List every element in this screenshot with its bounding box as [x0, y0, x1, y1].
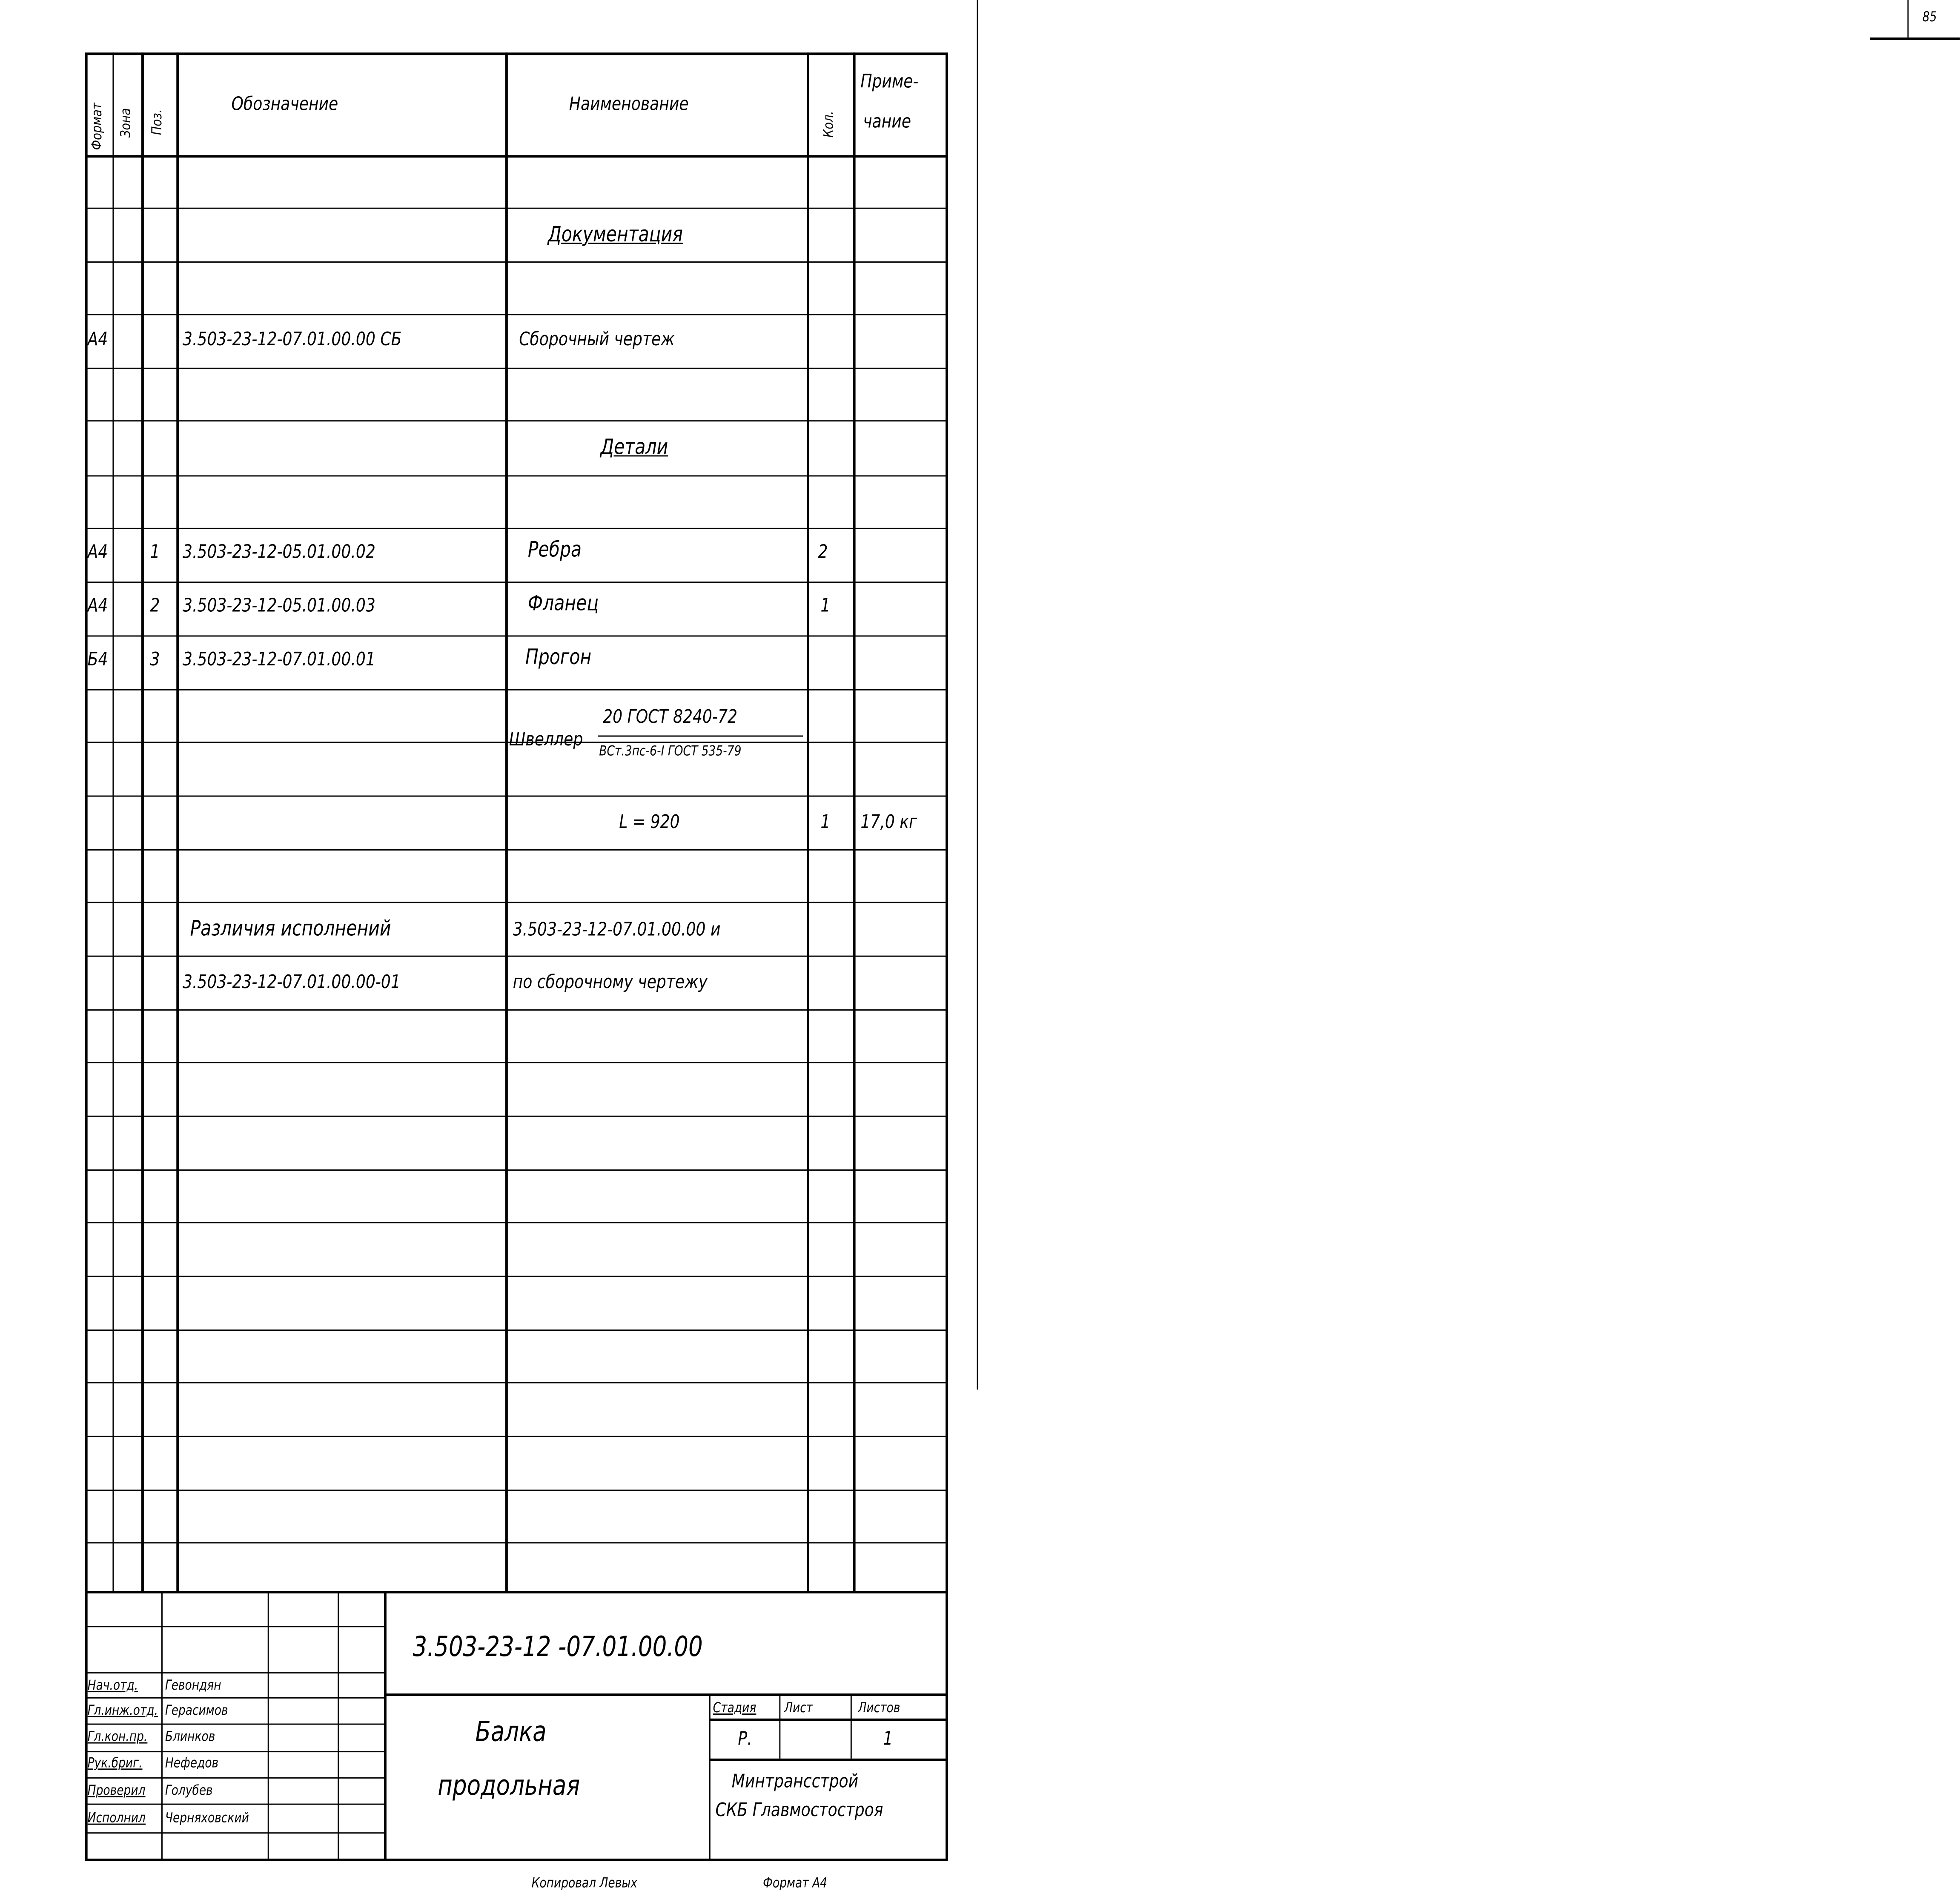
page-fold-line — [977, 0, 978, 1390]
fraction-line — [598, 736, 803, 737]
sig-role: Гл.инж.отд. — [87, 1702, 158, 1719]
row-line — [85, 1222, 948, 1223]
row-line — [85, 689, 948, 691]
sheets-label: Листов — [858, 1699, 900, 1716]
sig-name: Голубев — [165, 1782, 213, 1799]
channel-label: Швеллер — [509, 728, 583, 751]
row-name: Прогон — [525, 645, 592, 670]
row-line — [85, 1062, 948, 1063]
col-line — [141, 52, 144, 1591]
sig-name: Гевондян — [165, 1677, 221, 1694]
sig-role: Гл.кон.пр. — [87, 1728, 148, 1745]
row-line — [85, 528, 948, 529]
row-format: Б4 — [87, 648, 108, 670]
sig-role: Исполнил — [87, 1810, 146, 1826]
organization-1: Минтрансстрой — [731, 1770, 859, 1793]
row-line — [85, 636, 948, 637]
sig-role: Рук.бриг. — [87, 1755, 143, 1771]
tb-row — [85, 1832, 384, 1834]
row-format: А4 — [87, 594, 108, 617]
row-pos: 3 — [150, 648, 160, 670]
title-block-code: 3.503-23-12 -07.01.00.00 — [413, 1632, 703, 1664]
section-documentation: Документация — [547, 222, 683, 248]
sheets-value: 1 — [883, 1727, 893, 1750]
tb-col — [851, 1693, 852, 1759]
sig-name: Черняховский — [165, 1810, 249, 1826]
corner-box-line — [1870, 37, 1960, 40]
row-qty: 2 — [818, 540, 828, 563]
row-line — [85, 261, 948, 263]
row-line — [85, 1169, 948, 1171]
differences-label: Различия исполнений — [190, 917, 391, 942]
sig-name: Блинков — [165, 1728, 215, 1745]
channel-numerator: 20 ГОСТ 8240-72 — [603, 705, 737, 728]
row-line — [85, 1382, 948, 1383]
row-line — [85, 582, 948, 583]
header-format: Формат — [89, 103, 105, 150]
row-designation: 3.503-23-12-07.01.00.00 СБ — [182, 327, 402, 350]
sig-name: Нефедов — [165, 1755, 219, 1771]
row-name: Фланец — [527, 591, 599, 617]
row-line — [85, 1542, 948, 1544]
tb-col — [161, 1591, 163, 1861]
sig-role: Нач.отд. — [87, 1677, 138, 1694]
row-format: А4 — [87, 327, 108, 350]
row-line — [85, 208, 948, 209]
tb-divider — [384, 1693, 948, 1696]
row-line — [85, 1276, 948, 1277]
row-line — [85, 902, 948, 903]
row-line — [85, 475, 948, 476]
sheet-label: Лист — [784, 1699, 813, 1716]
header-note-1: Приме- — [860, 70, 919, 93]
tb-row — [709, 1759, 948, 1761]
header-pos: Поз. — [149, 109, 165, 135]
row-line — [85, 420, 948, 421]
differences-code: 3.503-23-12-07.01.00.00-01 — [182, 970, 401, 993]
stage-value: Р. — [738, 1727, 752, 1750]
tb-row — [85, 1804, 384, 1805]
row-line — [85, 1436, 948, 1437]
col-line — [176, 52, 179, 1591]
tb-row — [85, 1724, 384, 1725]
header-note-2: чание — [863, 110, 911, 133]
header-zone: Зона — [117, 108, 134, 138]
header-line — [85, 155, 948, 158]
corner-page-number: 85 — [1922, 9, 1937, 25]
title-line-2: продольная — [438, 1771, 580, 1802]
col-line — [112, 52, 114, 1591]
header-qty: Кол. — [820, 111, 837, 138]
tb-row — [85, 1751, 384, 1752]
row-format: А4 — [87, 540, 108, 563]
row-line — [85, 796, 948, 797]
col-line — [807, 52, 809, 1591]
sig-name: Герасимов — [165, 1702, 228, 1719]
tb-col — [268, 1591, 269, 1861]
channel-denominator: ВСт.3пс-6-I ГОСТ 535-79 — [599, 743, 742, 759]
tb-row — [85, 1672, 384, 1673]
col-line — [505, 52, 508, 1591]
length-value: L = 920 — [619, 810, 680, 833]
row-line — [85, 1490, 948, 1491]
tb-row — [85, 1777, 384, 1779]
differences-note: по сборочному чертежу — [513, 970, 708, 993]
tb-row — [85, 1626, 384, 1627]
corner-box-divider — [1907, 0, 1908, 37]
format-note: Формат А4 — [763, 1875, 828, 1891]
differences-ref: 3.503-23-12-07.01.00.00 и — [513, 918, 721, 941]
tb-col — [384, 1591, 387, 1861]
header-name: Наименование — [569, 92, 689, 115]
organization-2: СКБ Главмостостроя — [715, 1798, 883, 1821]
tb-col — [779, 1693, 780, 1759]
sig-role: Проверил — [87, 1782, 146, 1799]
tb-col — [338, 1591, 339, 1861]
row-line — [85, 368, 948, 369]
title-line-1: Балка — [475, 1717, 547, 1749]
length-mass: 17,0 кг — [860, 810, 917, 833]
row-qty: 1 — [820, 594, 831, 617]
row-line — [85, 1329, 948, 1331]
row-pos: 2 — [150, 594, 160, 617]
row-line — [85, 1009, 948, 1011]
row-designation: 3.503-23-12-05.01.00.02 — [182, 540, 375, 563]
row-name: Ребра — [527, 538, 582, 563]
row-line — [85, 849, 948, 851]
length-qty: 1 — [820, 810, 831, 833]
tb-row — [709, 1719, 948, 1721]
stage-label: Стадия — [713, 1699, 756, 1716]
row-line — [85, 1116, 948, 1117]
header-designation: Обозначение — [231, 92, 338, 115]
col-line — [853, 52, 856, 1591]
tb-row — [85, 1697, 384, 1699]
row-name: Сборочный чертеж — [519, 327, 675, 350]
row-designation: 3.503-23-12-07.01.00.01 — [182, 648, 375, 670]
title-block-top — [85, 1591, 948, 1593]
row-pos: 1 — [150, 540, 160, 563]
row-designation: 3.503-23-12-05.01.00.03 — [182, 594, 375, 617]
section-details: Детали — [600, 435, 668, 461]
copied-by: Копировал Левых — [531, 1875, 637, 1891]
row-line — [85, 314, 948, 315]
row-line — [85, 956, 948, 957]
